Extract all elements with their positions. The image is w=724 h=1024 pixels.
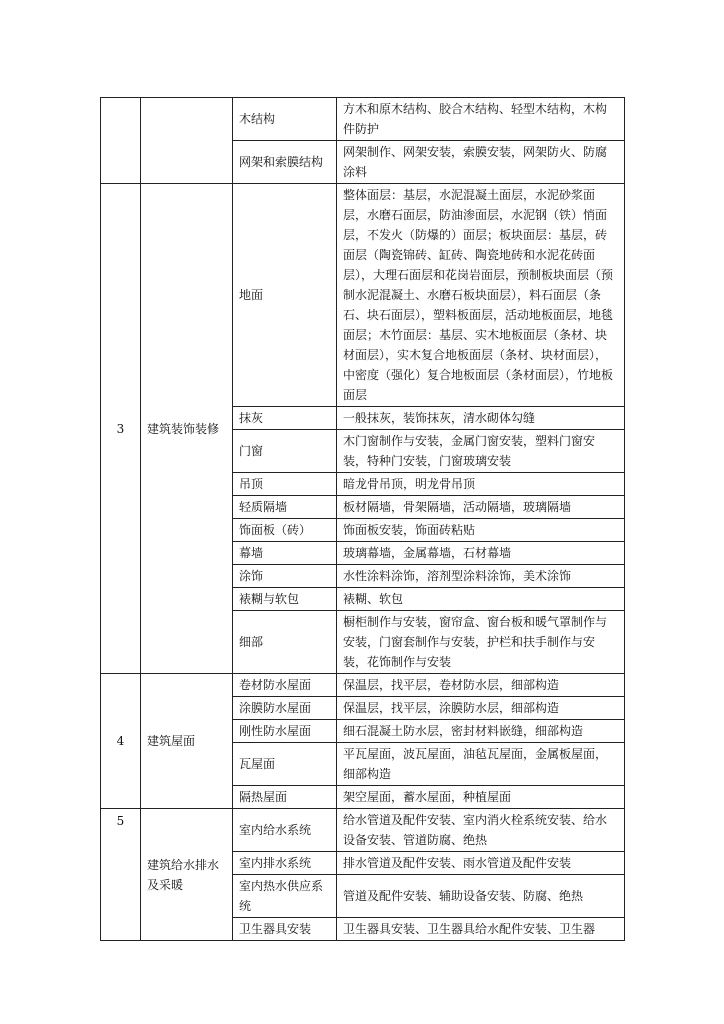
content-cell: 卫生器具安装、卫生器具给水配件安装、卫生器 <box>337 918 625 941</box>
content-cell: 橱柜制作与安装，窗帘盒、窗台板和暖气罩制作与安装，门窗套制作与安装，护栏和扶手制作与安装，花饰制作与安装 <box>337 611 625 674</box>
division-cell: 建筑给水排水及采暖 <box>141 809 233 941</box>
content-cell: 保温层，找平层，卷材防水层，细部构造 <box>337 674 625 697</box>
content-cell: 玻璃幕墙，金属幕墙，石材幕墙 <box>337 542 625 565</box>
subdivision-cell: 轻质隔墙 <box>233 496 337 519</box>
content-cell: 细石混凝土防水层，密封材料嵌缝，细部构造 <box>337 720 625 743</box>
subdivision-cell: 瓦屋面 <box>233 743 337 786</box>
table-row <box>101 184 625 407</box>
subdivision-cell: 饰面板（砖） <box>233 519 337 542</box>
subdivision-cell: 室内热水供应系统 <box>233 875 337 918</box>
subdivision-cell: 门窗 <box>233 430 337 473</box>
content-cell: 平瓦屋面，波瓦屋面，油毡瓦屋面，金属板屋面，细部构造 <box>337 743 625 786</box>
subdivision-cell: 室内给水系统 <box>233 809 337 852</box>
content-cell: 裱糊、软包 <box>337 588 625 611</box>
content-cell: 饰面板安装，饰面砖粘贴 <box>337 519 625 542</box>
part-number-cell: 4 <box>101 674 141 809</box>
content-cell: 给水管道及配件安装、室内消火栓系统安装、给水设备安装、管道防腐、绝热 <box>337 809 625 852</box>
subdivision-table <box>100 97 625 941</box>
content-cell: 架空屋面，蓄水屋面，种植屋面 <box>337 786 625 809</box>
content-cell: 管道及配件安装、辅助设备安装、防腐、绝热 <box>337 875 625 918</box>
table-row <box>101 98 625 141</box>
content-cell: 方木和原木结构、胶合木结构、轻型木结构，木构件防护 <box>337 98 625 141</box>
content-cell: 板材隔墙，骨架隔墙，活动隔墙，玻璃隔墙 <box>337 496 625 519</box>
content-cell: 暗龙骨吊顶，明龙骨吊顶 <box>337 473 625 496</box>
subdivision-cell: 涂饰 <box>233 565 337 588</box>
division-cell <box>141 98 233 184</box>
content-cell: 一般抹灰，装饰抹灰，清水砌体勾缝 <box>337 407 625 430</box>
subdivision-cell: 室内排水系统 <box>233 852 337 875</box>
subdivision-cell: 涂膜防水屋面 <box>233 697 337 720</box>
subdivision-cell: 卷材防水屋面 <box>233 674 337 697</box>
subdivision-cell: 幕墙 <box>233 542 337 565</box>
subdivision-cell: 抹灰 <box>233 407 337 430</box>
subdivision-cell: 地面 <box>233 184 337 407</box>
content-cell: 水性涂料涂饰，溶剂型涂料涂饰，美术涂饰 <box>337 565 625 588</box>
subdivision-cell: 吊顶 <box>233 473 337 496</box>
content-cell: 保温层，找平层，涂膜防水层，细部构造 <box>337 697 625 720</box>
content-cell: 排水管道及配件安装、雨水管道及配件安装 <box>337 852 625 875</box>
subdivision-cell: 细部 <box>233 611 337 674</box>
content-cell: 网架制作、网架安装，索膜安装，网架防火、防腐涂料 <box>337 141 625 184</box>
subdivision-cell: 木结构 <box>233 98 337 141</box>
subdivision-cell: 裱糊与软包 <box>233 588 337 611</box>
content-cell: 木门窗制作与安装，金属门窗安装，塑料门窗安装，特种门安装，门窗玻璃安装 <box>337 430 625 473</box>
subdivision-cell: 卫生器具安装 <box>233 918 337 941</box>
part-number-cell <box>101 98 141 184</box>
content-cell: 整体面层：基层，水泥混凝土面层，水泥砂浆面层，水磨石面层，防油渗面层，水泥钢（铁）悄面层，不发火（防爆的）面层；板块面层：基层，砖面层（陶瓷锦砖、缸砖、陶瓷地砖和水泥花砖面层），大理石面层和花岗岩面层，预制板块面层（预制水泥混凝土、水磨石板块面层），料石面层（条石、块石面层），塑料板面层，活动地板面层，地毯面层；木竹面层：基层、实木地板面层（条材、块材面层），实木复合地板面层（条材、块材面层），中密度（强化）复合地板面层（条材面层），竹地板面层 <box>337 184 625 407</box>
subdivision-cell: 隔热屋面 <box>233 786 337 809</box>
subdivision-cell: 网架和索膜结构 <box>233 141 337 184</box>
subdivision-cell: 刚性防水屋面 <box>233 720 337 743</box>
part-number-cell: 5 <box>101 809 141 941</box>
part-number-cell: 3 <box>101 184 141 674</box>
table-row <box>101 674 625 697</box>
division-cell: 建筑装饰装修 <box>141 184 233 674</box>
division-cell: 建筑屋面 <box>141 674 233 809</box>
table-row <box>101 809 625 852</box>
